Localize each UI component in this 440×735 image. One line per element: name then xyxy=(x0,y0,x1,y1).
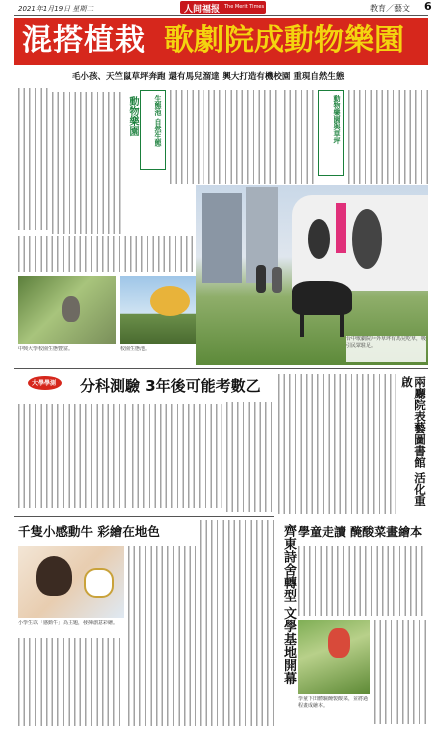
tree-crown xyxy=(150,286,190,316)
article-text-column xyxy=(18,88,48,230)
article-text-column xyxy=(348,90,428,184)
article-text-column xyxy=(200,520,274,726)
section-rule xyxy=(14,516,274,517)
page-number: 6 xyxy=(424,0,432,13)
article-text-column xyxy=(132,404,222,508)
cow-figurine xyxy=(84,568,114,598)
bird-shape xyxy=(62,296,80,322)
article-text-column xyxy=(52,92,124,234)
article-text-column xyxy=(170,90,204,184)
issue-date: 2021年1月19日 星期二 xyxy=(18,5,94,13)
article-text-column xyxy=(226,402,272,512)
article-text-column xyxy=(128,546,196,726)
vertical-headline: 生態池 自然生態 xyxy=(154,95,162,147)
banner xyxy=(14,18,428,65)
library-vertical-headline: 兩廳院表藝圖書館 活化重啟 xyxy=(400,376,427,507)
photo-caption: 中興大學校園生態豐富。 xyxy=(18,346,74,352)
photo-caption: 台中歌劇院戶外草坪有馬兒吃草，吸引民眾駐足。 xyxy=(346,336,426,362)
article-text-column xyxy=(18,638,124,726)
person-shape xyxy=(328,628,350,658)
section-rule xyxy=(14,368,428,369)
banner-title-right: 歌劇院成動物樂園 xyxy=(164,23,404,58)
banner-title-left: 混搭植栽 xyxy=(22,23,146,58)
pickle-headline: 學童走讀 醃酸菜畫繪本 xyxy=(298,525,423,539)
logo-name: 人间福报 xyxy=(184,5,221,15)
section-name: 教育／藝文 xyxy=(370,4,410,13)
photo-caption: 學童下田體驗醃製酸菜，並將過程畫成繪本。 xyxy=(298,696,369,709)
horse-leg xyxy=(300,311,304,337)
opera-house-shape xyxy=(292,195,428,291)
cow-headline: 千隻小感動牛 彩繪在地色 xyxy=(18,524,160,539)
photo-caption: 校園生態池。 xyxy=(120,346,151,352)
banner-subtitle: 毛小孩、天竺鼠草坪奔跑 還有馬兒溜達 興大打造有機校園 重現自然生態 xyxy=(72,72,345,82)
exam-badge xyxy=(28,376,62,390)
vertical-headline: 動物樂園 xyxy=(127,96,138,136)
page-header xyxy=(0,0,440,16)
article-text-column xyxy=(298,546,426,616)
bird-photo xyxy=(18,276,116,344)
person-shape xyxy=(256,265,266,293)
building-shape xyxy=(202,193,242,283)
badge-label: 大學學測 xyxy=(32,380,57,387)
child-painting-photo xyxy=(18,546,124,618)
article-text-column xyxy=(208,90,280,184)
poetry-vertical-headline: 齊東詩舍轉型 文學基地開幕 xyxy=(281,524,296,685)
photo-caption: 小學生以「感動牛」為主題，發揮創意彩繪。 xyxy=(18,620,119,626)
pickling-photo xyxy=(298,620,370,694)
vertical-headline-box xyxy=(140,90,166,170)
header-rule xyxy=(14,15,428,16)
article-text-column xyxy=(18,236,218,272)
article-text-column xyxy=(284,90,314,184)
person-shape xyxy=(272,267,282,293)
vertical-headline: 動物樂園與草坪 xyxy=(333,95,341,144)
logo-english: The Merit Times xyxy=(224,4,265,10)
horse-leg xyxy=(340,311,344,337)
article-text-column xyxy=(374,620,426,724)
vertical-headline-box xyxy=(318,90,344,176)
article-text-column xyxy=(18,404,126,508)
exam-headline: 分科測驗 3年後可能考數乙 xyxy=(80,377,261,395)
child-head xyxy=(36,556,72,596)
newspaper-logo xyxy=(180,1,266,14)
pink-banner xyxy=(336,203,346,253)
article-text-column xyxy=(278,374,396,514)
horse-shape xyxy=(292,281,352,315)
